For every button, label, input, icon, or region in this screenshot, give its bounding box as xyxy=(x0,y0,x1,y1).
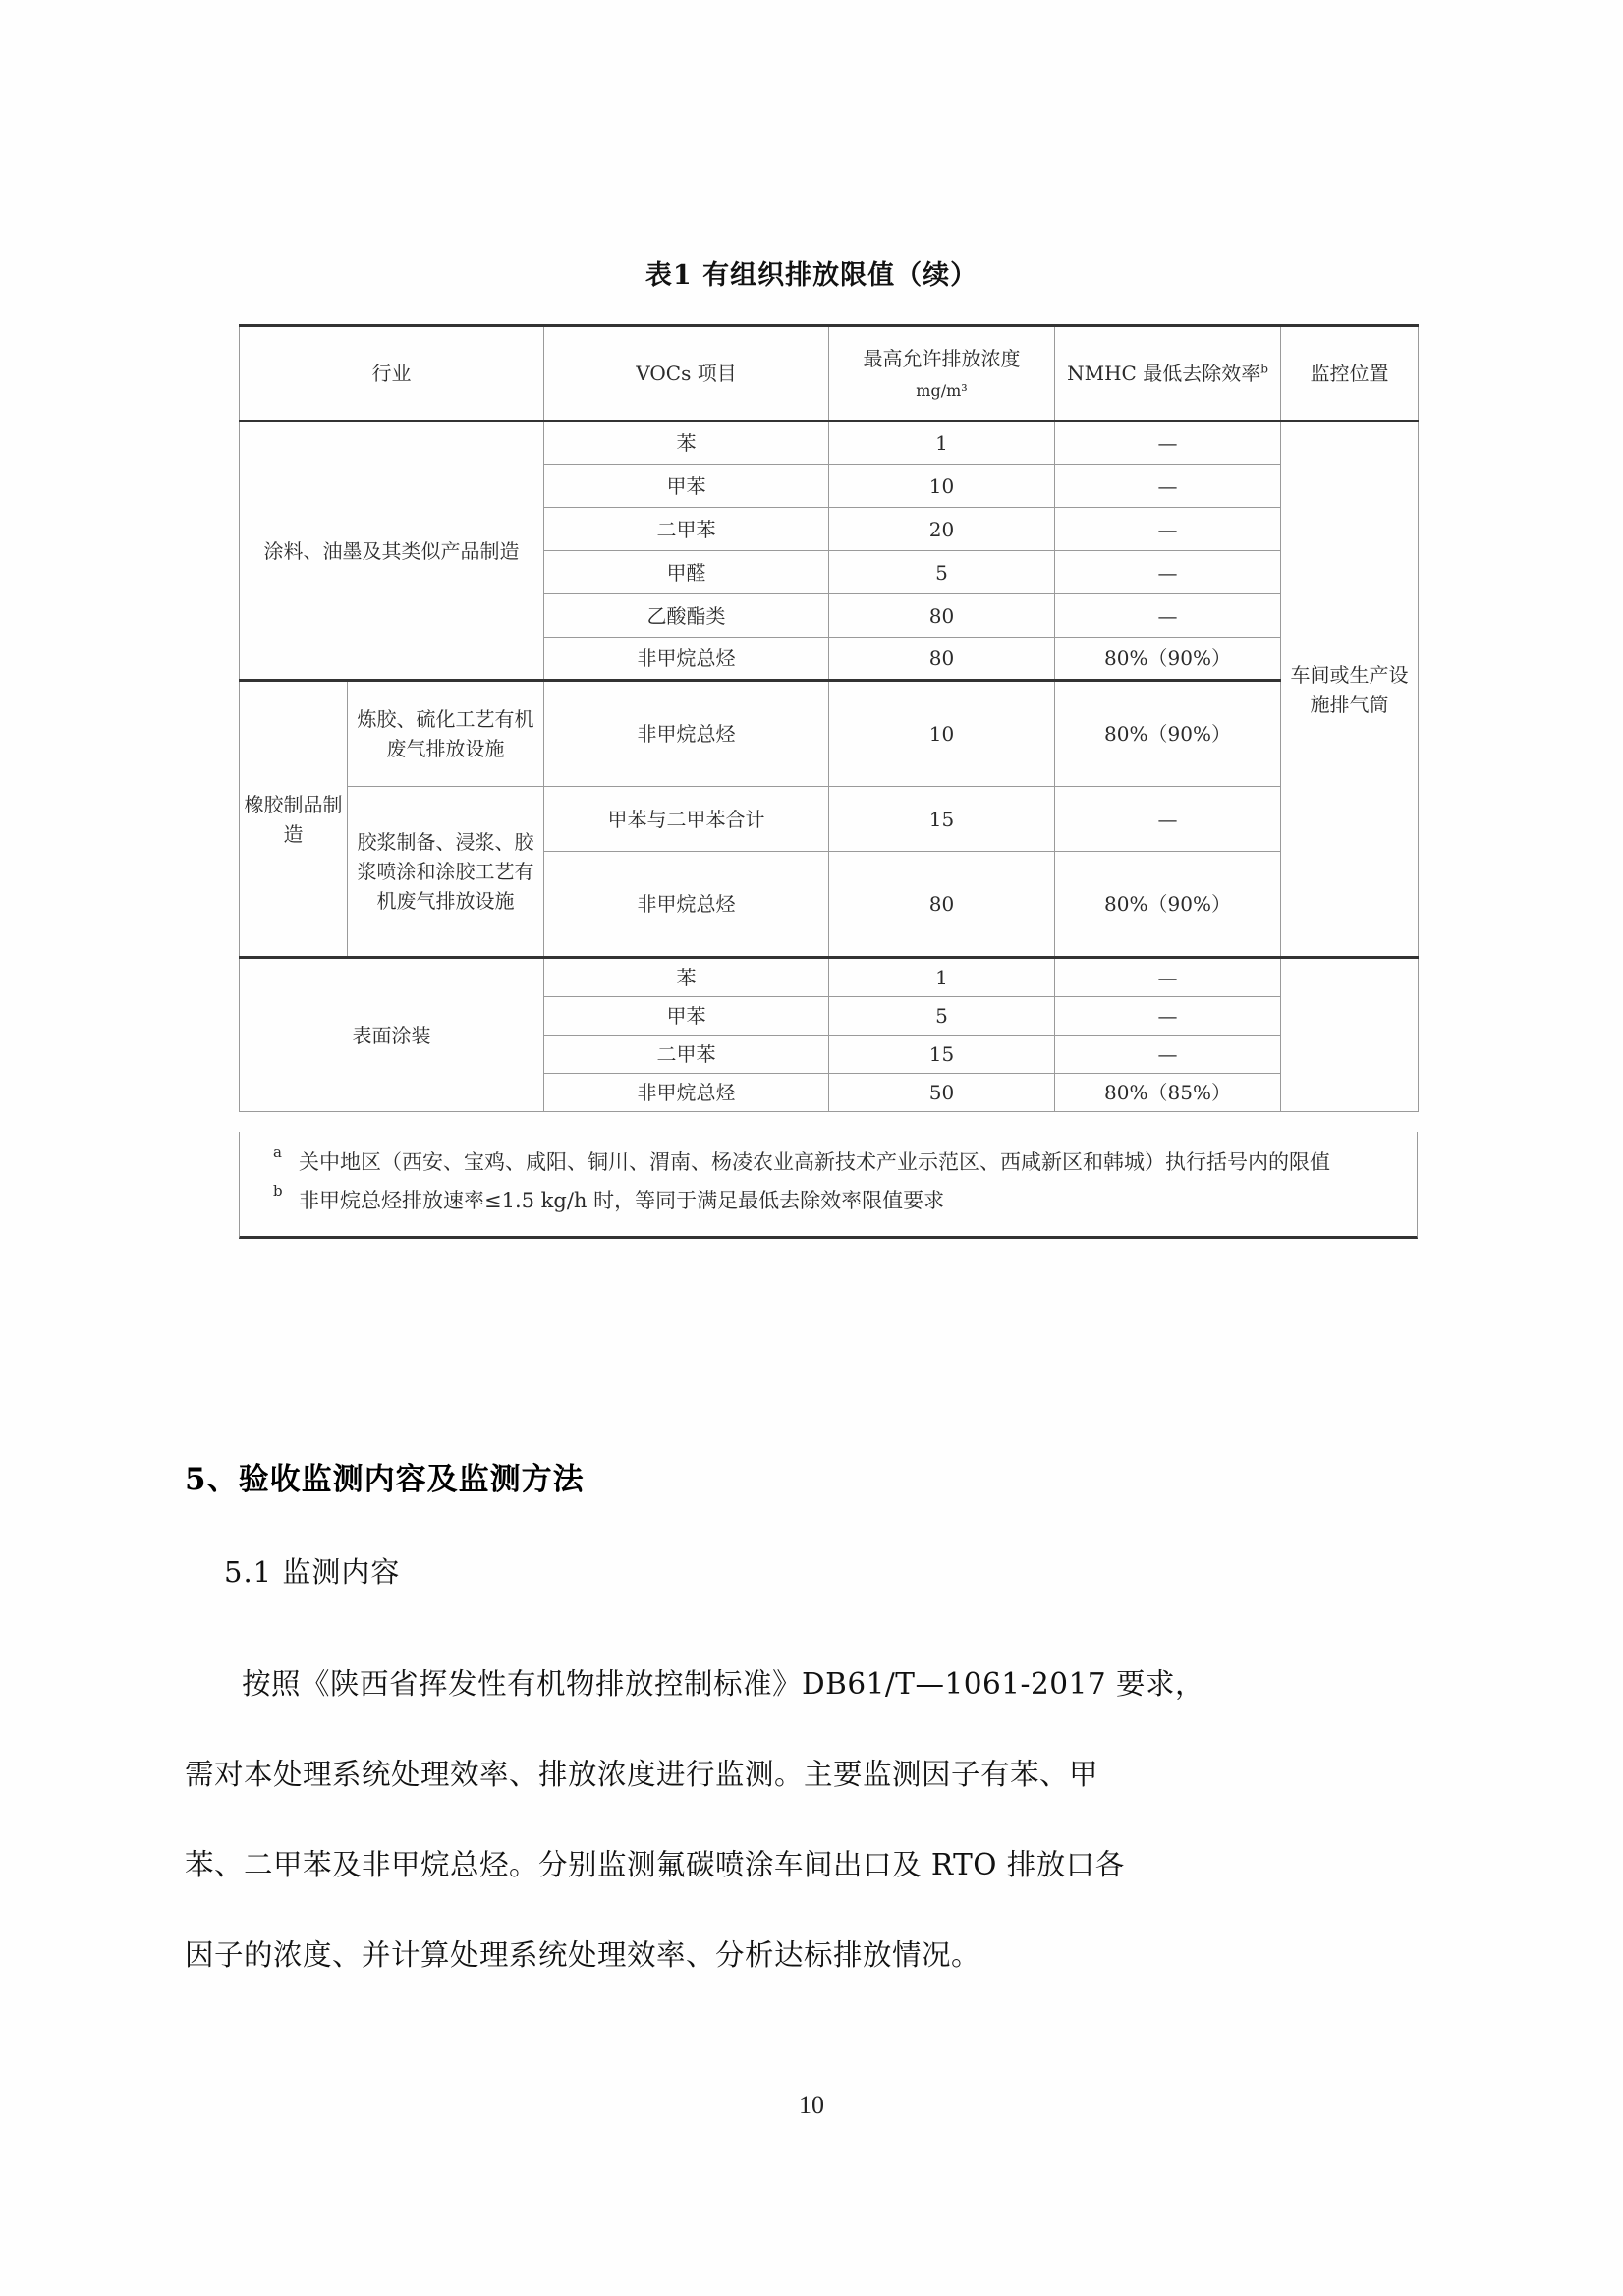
cell-efficiency: 80%（90%） xyxy=(1055,681,1281,787)
cell-concentration: 80 xyxy=(829,594,1055,638)
cell-concentration: 1 xyxy=(829,421,1055,465)
cell-item: 非甲烷总烃 xyxy=(544,1074,829,1112)
cell-concentration: 5 xyxy=(829,551,1055,594)
cell-item: 非甲烷总烃 xyxy=(544,681,829,787)
cell-item: 二甲苯 xyxy=(544,508,829,551)
table-footnotes xyxy=(239,1132,1418,1239)
header-concentration xyxy=(829,326,1055,421)
cell-item: 非甲烷总烃 xyxy=(544,852,829,958)
cell-efficiency: — xyxy=(1055,421,1281,465)
cell-item: 甲醛 xyxy=(544,551,829,594)
paragraph-line: 因子的浓度、并计算处理系统处理效率、分析达标排放情况。 xyxy=(185,1938,981,1972)
header-monitor-position: 监控位置 xyxy=(1281,326,1419,421)
cell-item: 甲苯 xyxy=(544,997,829,1036)
cell-industry-coatings: 涂料、油墨及其类似产品制造 xyxy=(240,421,544,681)
footnote-a xyxy=(265,1144,1391,1182)
cell-concentration: 15 xyxy=(829,1036,1055,1074)
cell-efficiency: 80%（90%） xyxy=(1055,852,1281,958)
cell-concentration: 10 xyxy=(829,465,1055,508)
cell-subcategory-cement-coating: 胶浆制备、浸浆、胶浆喷涂和涂胶工艺有机废气排放设施 xyxy=(348,787,544,958)
header-concentration-label: 最高允许排放浓度 xyxy=(863,347,1021,370)
cell-monitor-position-blank xyxy=(1281,958,1419,1112)
cell-item: 苯 xyxy=(544,958,829,997)
emission-limits-table-container xyxy=(239,324,1418,1112)
cell-concentration: 1 xyxy=(829,958,1055,997)
cell-item: 甲苯与二甲苯合计 xyxy=(544,787,829,852)
footnote-b xyxy=(265,1182,1391,1220)
cell-efficiency: — xyxy=(1055,997,1281,1036)
footnote-b-marker: b xyxy=(273,1181,283,1200)
cell-concentration: 80 xyxy=(829,638,1055,681)
cell-item: 二甲苯 xyxy=(544,1036,829,1074)
table-caption: 表1 有组织排放限值（续） xyxy=(644,260,979,291)
header-industry: 行业 xyxy=(240,326,544,421)
footnote-a-marker: a xyxy=(273,1144,282,1161)
page-number: 10 xyxy=(799,2091,824,2119)
table-header-row xyxy=(240,326,1419,421)
section-heading: 5、验收监测内容及监测方法 xyxy=(185,1462,585,1497)
table-row xyxy=(240,681,1419,787)
header-efficiency-footnote-marker: b xyxy=(1260,362,1268,376)
footnote-b-text: 非甲烷总烃排放速率≤1.5 kg/h 时，等同于满足最低去除效率限值要求 xyxy=(299,1188,945,1212)
cell-item: 非甲烷总烃 xyxy=(544,638,829,681)
body-paragraph xyxy=(185,1639,1442,2000)
paragraph-line: 按照《陕西省挥发性有机物排放控制标准》DB61/T—1061-2017 要求， xyxy=(242,1667,1204,1701)
cell-concentration: 5 xyxy=(829,997,1055,1036)
cell-efficiency: 80%（85%） xyxy=(1055,1074,1281,1112)
emission-limits-table xyxy=(239,324,1419,1112)
cell-monitor-position: 车间或生产设施排气筒 xyxy=(1281,421,1419,958)
table-row xyxy=(240,787,1419,852)
cell-efficiency: — xyxy=(1055,594,1281,638)
table-row xyxy=(240,421,1419,465)
paragraph-line: 苯、二甲苯及非甲烷总烃。分别监测氟碳喷涂车间出口及 RTO 排放口各 xyxy=(185,1848,1125,1881)
cell-item: 乙酸酯类 xyxy=(544,594,829,638)
cell-efficiency: — xyxy=(1055,465,1281,508)
cell-concentration: 20 xyxy=(829,508,1055,551)
header-efficiency xyxy=(1055,326,1281,421)
subsection-heading: 5.1 监测内容 xyxy=(224,1555,401,1589)
cell-efficiency: 80%（90%） xyxy=(1055,638,1281,681)
cell-concentration: 50 xyxy=(829,1074,1055,1112)
header-efficiency-label: NMHC 最低去除效率 xyxy=(1067,362,1261,385)
cell-efficiency: — xyxy=(1055,551,1281,594)
paragraph-line: 需对本处理系统处理效率、排放浓度进行监测。主要监测因子有苯、甲 xyxy=(185,1758,1099,1791)
cell-efficiency: — xyxy=(1055,508,1281,551)
cell-industry-surface-coating: 表面涂装 xyxy=(240,958,544,1112)
cell-efficiency: — xyxy=(1055,787,1281,852)
cell-concentration: 10 xyxy=(829,681,1055,787)
cell-concentration: 15 xyxy=(829,787,1055,852)
cell-subcategory-mixing-vulcanizing: 炼胶、硫化工艺有机废气排放设施 xyxy=(348,681,544,787)
footnote-a-text: 关中地区（西安、宝鸡、咸阳、铜川、渭南、杨凌农业高新技术产业示范区、西咸新区和韩城）执行括号内的限值 xyxy=(299,1150,1330,1174)
cell-industry-rubber: 橡胶制品制造 xyxy=(240,681,348,958)
header-concentration-unit: mg/m³ xyxy=(916,381,968,400)
table-row xyxy=(240,958,1419,997)
cell-concentration: 80 xyxy=(829,852,1055,958)
cell-item: 甲苯 xyxy=(544,465,829,508)
header-vocs-item: VOCs 项目 xyxy=(544,326,829,421)
cell-item: 苯 xyxy=(544,421,829,465)
cell-efficiency: — xyxy=(1055,1036,1281,1074)
cell-efficiency: — xyxy=(1055,958,1281,997)
